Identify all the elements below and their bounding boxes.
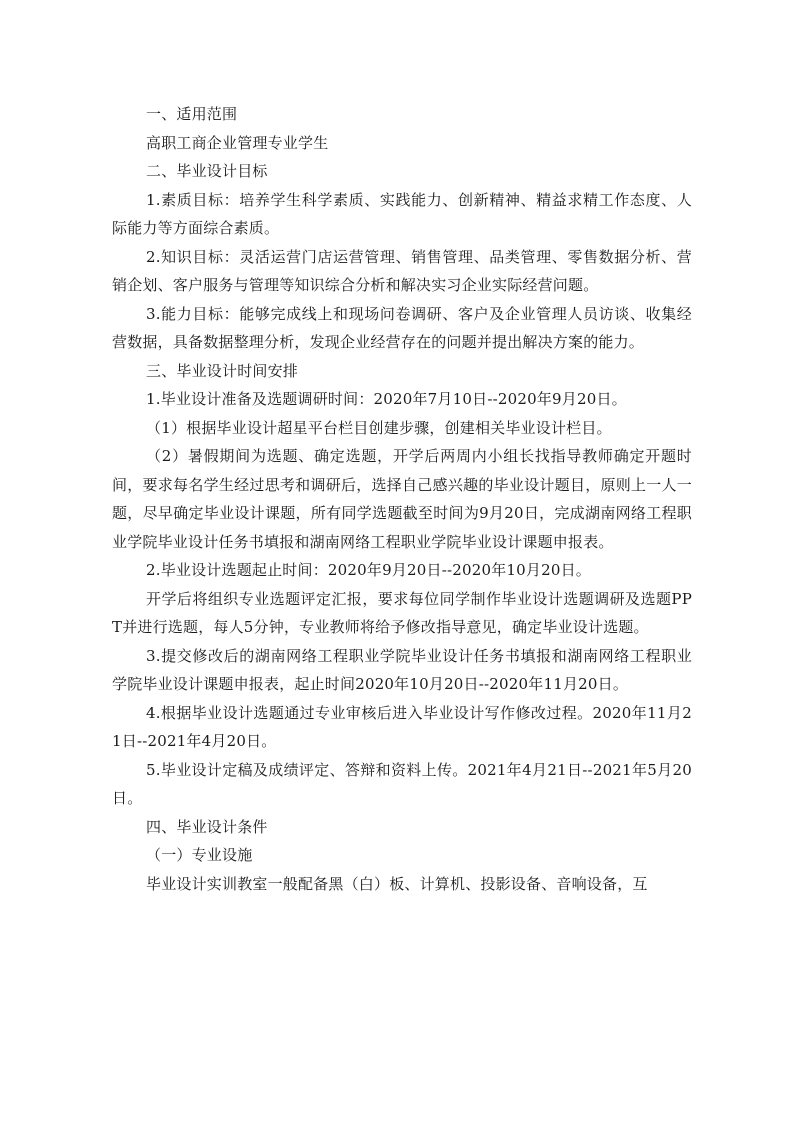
schedule-item-1: 1.毕业设计准备及选题调研时间：2020年7月10日--2020年9月20日。 bbox=[146, 390, 627, 408]
subsection-heading-facilities: （一）专业设施 bbox=[146, 846, 253, 864]
document-body bbox=[112, 100, 692, 898]
section-heading-goals: 二、毕业设计目标 bbox=[146, 162, 268, 180]
schedule-subitem-2: （2）暑假期间为选题、确定选题，开学后两周内小组长找指导教师确定开题时间，要求每名学生经过思考和调研后，选择自己感兴趣的毕业设计题目，原则上一人一题，尽早确定毕业设计课题，所有同学选题截至时间为9月20日，完成湖南网络工程职业学院毕业设计任务书填报和湖南网络工程职业学院毕业设计课题申报表。 bbox=[112, 447, 692, 551]
goal-quality: 1.素质目标：培养学生科学素质、实践能力、创新精神、精益求精工作态度、人际能力等方面综合素质。 bbox=[112, 190, 692, 237]
goal-knowledge: 2.知识目标：灵活运营门店运营管理、销售管理、品类管理、零售数据分析、营销企划、客户服务与管理等知识综合分析和解决实习企业实际经营问题。 bbox=[112, 247, 692, 294]
goal-ability: 3.能力目标：能够完成线上和现场问卷调研、客户及企业管理人员访谈、收集经营数据，具备数据整理分析，发现企业经营存在的问题并提出解决方案的能力。 bbox=[112, 304, 692, 351]
scope-text: 高职工商企业管理专业学生 bbox=[146, 133, 329, 152]
section-heading-schedule: 三、毕业设计时间安排 bbox=[146, 361, 299, 380]
section-heading-scope: 一、适用范围 bbox=[146, 105, 238, 123]
section-heading-conditions: 四、毕业设计条件 bbox=[146, 817, 268, 836]
schedule-item-2-detail: 开学后将组织专业选题评定汇报，要求每位同学制作毕业设计选题调研及选题PPT并进行选题，每人5分钟，专业教师将给予修改指导意见，确定毕业设计选题。 bbox=[112, 589, 692, 636]
schedule-item-5: 5.毕业设计定稿及成绩评定、答辩和资料上传。2021年4月21日--2021年5月20日。 bbox=[112, 760, 692, 807]
schedule-subitem-1: （1）根据毕业设计超星平台栏目创建步骤，创建相关毕业设计栏目。 bbox=[146, 418, 612, 437]
schedule-item-4: 4.根据毕业设计选题通过专业审核后进入毕业设计写作修改过程。2020年11月21日--2021年4月20日。 bbox=[112, 703, 692, 750]
schedule-item-3: 3.提交修改后的湖南网络工程职业学院毕业设计任务书填报和湖南网络工程职业学院毕业设计课题申报表，起止时间2020年10月20日--2020年11月20日。 bbox=[112, 646, 692, 693]
facilities-text: 毕业设计实训教室一般配备黑（白）板、计算机、投影设备、音响设备，互 bbox=[146, 874, 648, 893]
schedule-item-2: 2.毕业设计选题起止时间：2020年9月20日--2020年10月20日。 bbox=[146, 561, 592, 579]
